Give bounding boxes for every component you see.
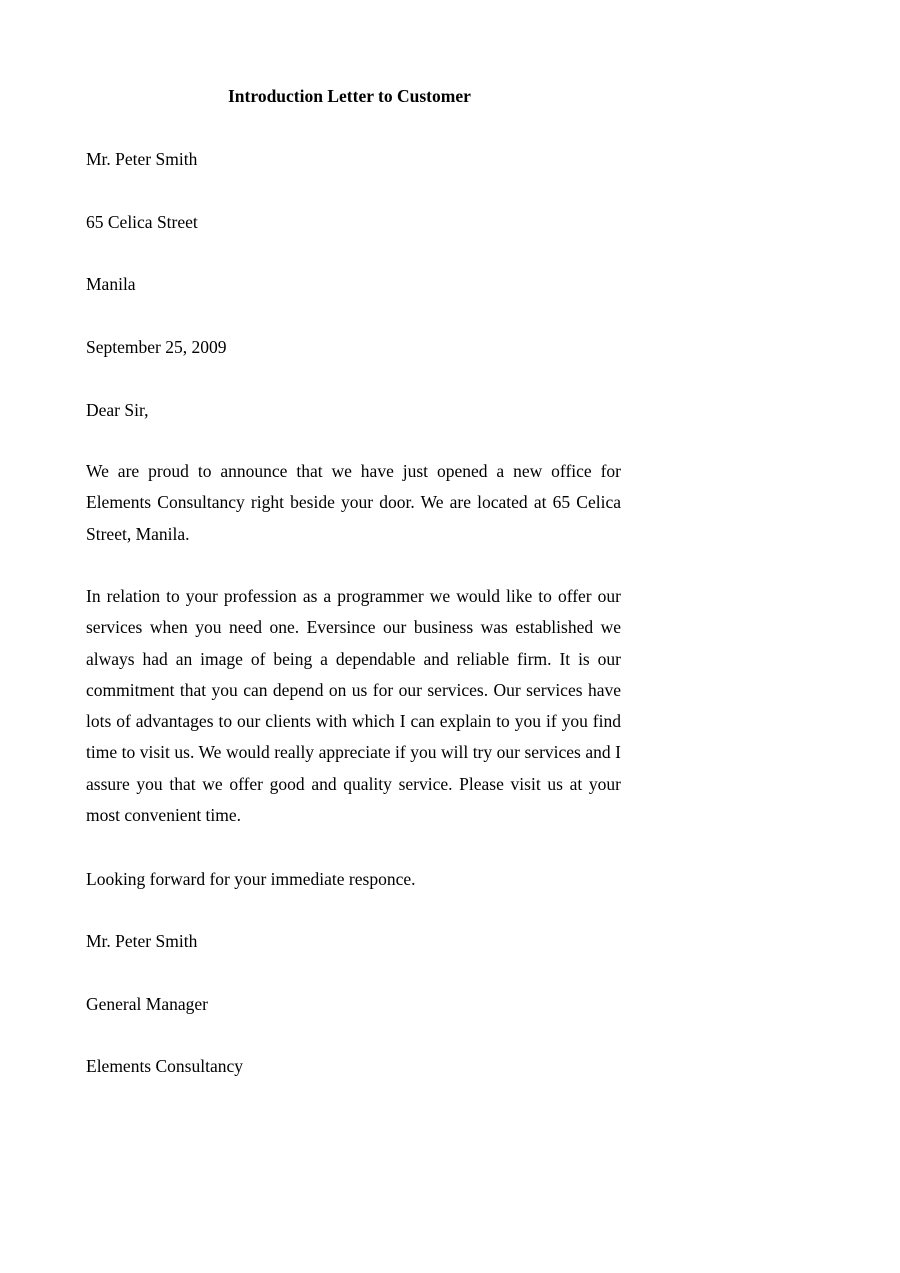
signer-company: Elements Consultancy xyxy=(86,1056,243,1076)
recipient-name: Mr. Peter Smith xyxy=(86,149,198,169)
recipient-city: Manila xyxy=(86,274,136,294)
recipient-street: 65 Celica Street xyxy=(86,212,198,232)
body-paragraph-2: In relation to your profession as a programmer we would like to offer our services when you need one. Eversince our business was established we always had an image of being a dependable and reliable firm. It is our commitment that you can depend on us for our services. Our services have lots of advantages to our clients with which I can explain to you if you find time to visit us. We would really appreciate if you will try our services and I assure you that we offer good and quality service. Please visit us at your most convenient time. xyxy=(86,586,621,826)
closing-line: Looking forward for your immediate responce. xyxy=(86,869,416,889)
letter-title: Introduction Letter to Customer xyxy=(228,86,471,106)
body-paragraph-1: We are proud to announce that we have just opened a new office for Elements Consultancy right beside your door. We are located at 65 Celica Street, Manila. xyxy=(86,461,621,544)
salutation: Dear Sir, xyxy=(86,400,149,420)
signer-title: General Manager xyxy=(86,994,208,1014)
signer-name: Mr. Peter Smith xyxy=(86,931,198,951)
letter-date: September 25, 2009 xyxy=(86,337,227,357)
